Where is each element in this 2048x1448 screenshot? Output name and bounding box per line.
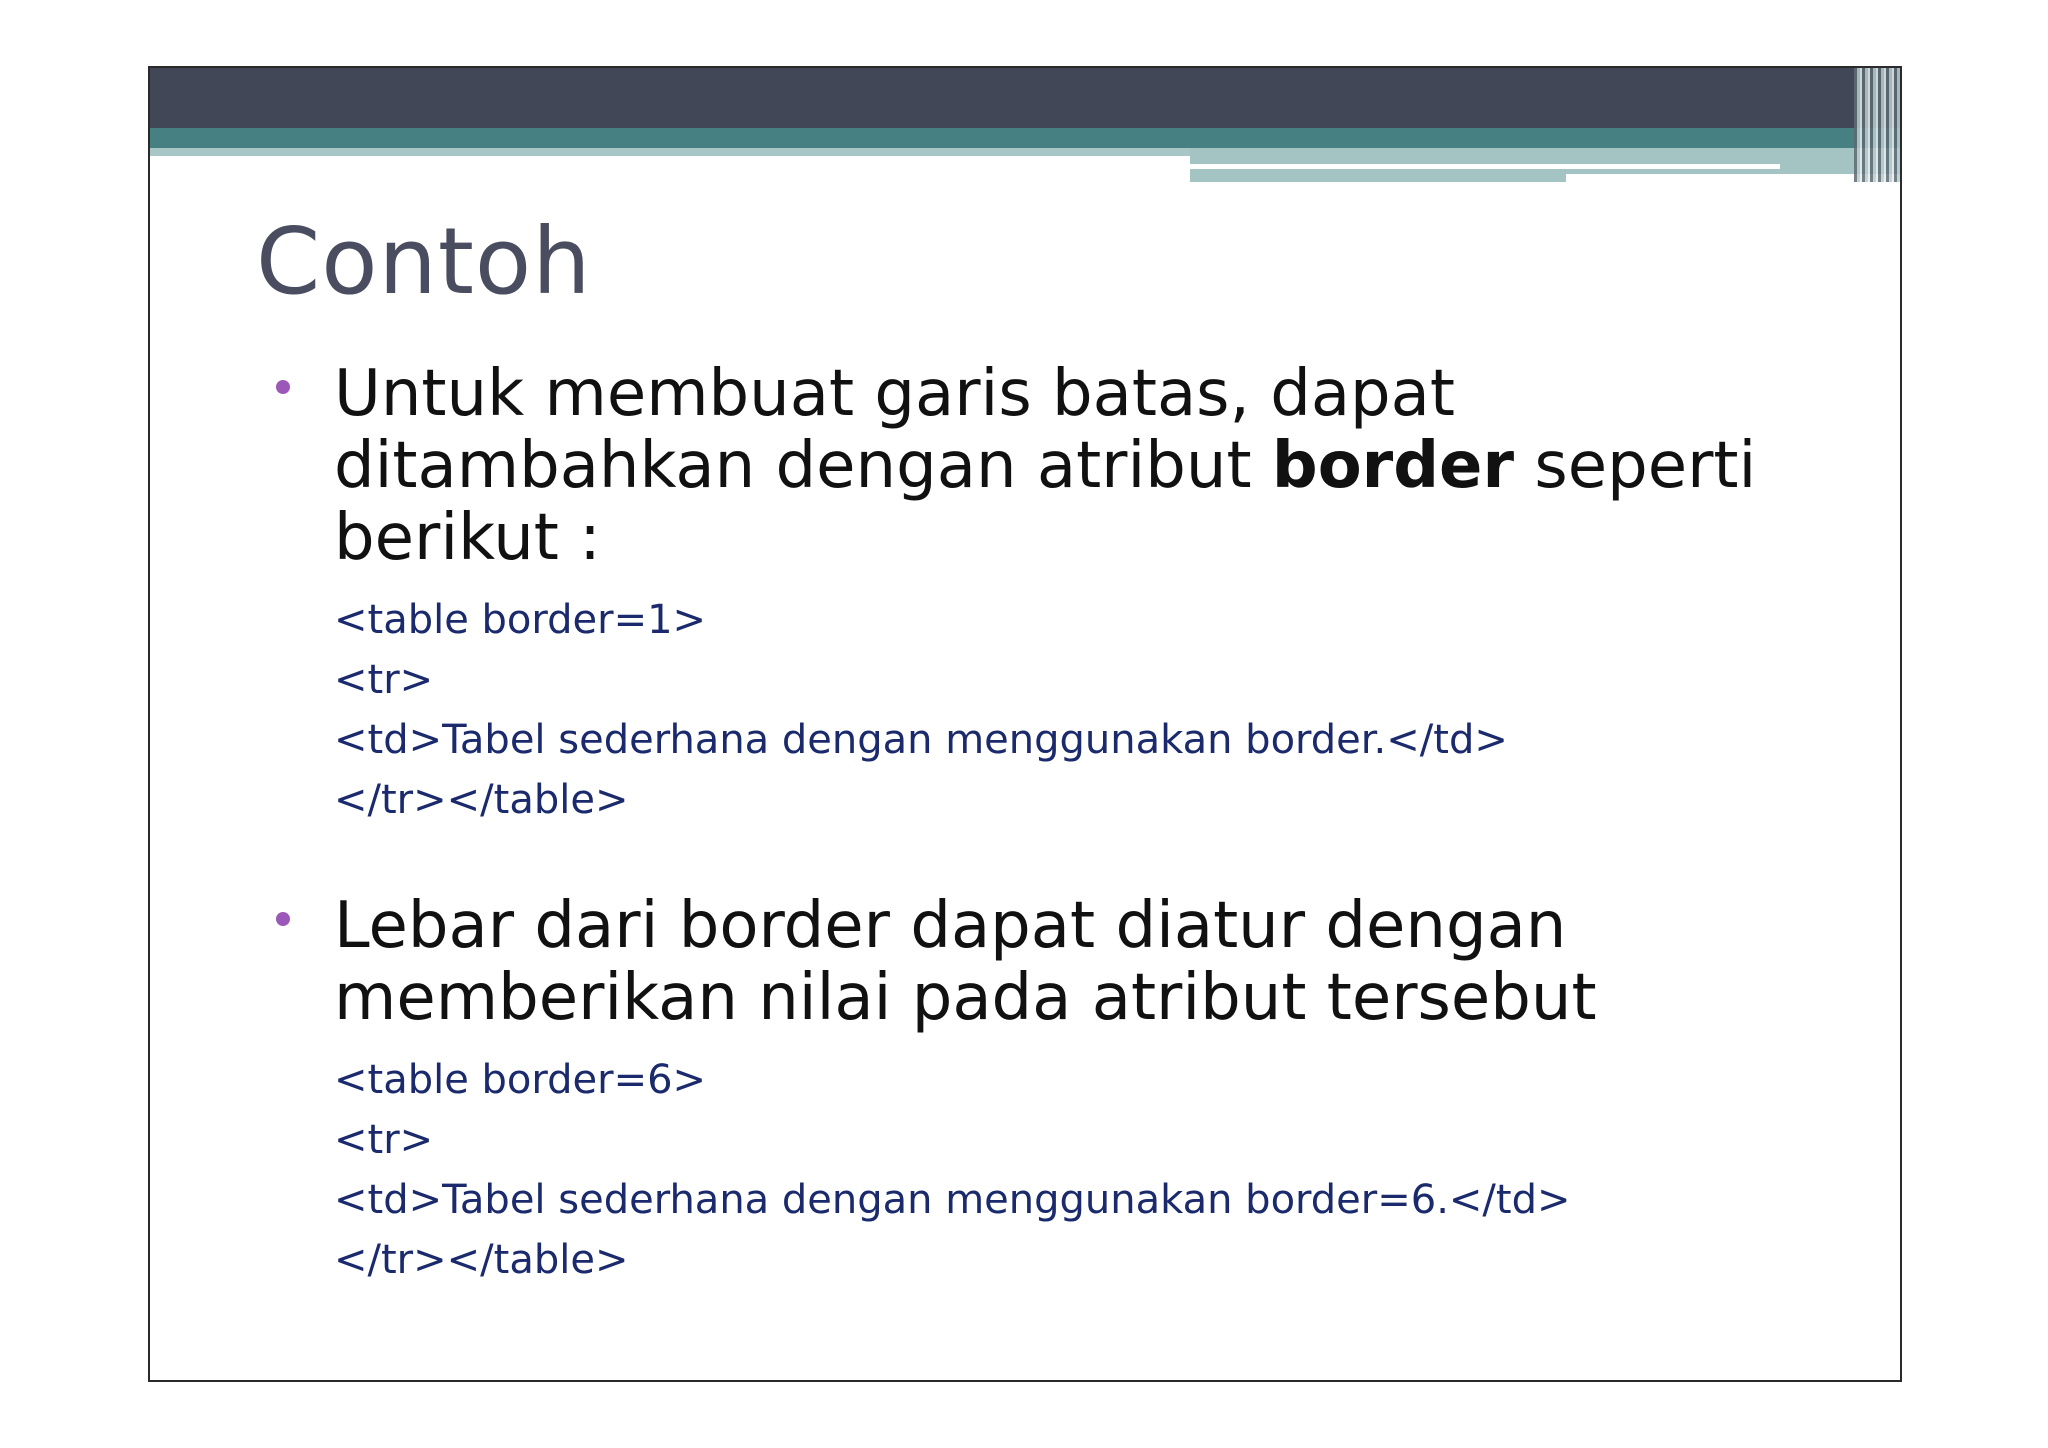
bullet-icon xyxy=(276,912,290,926)
bullet-item-border-width xyxy=(276,890,1836,1290)
code-line: <table border=1> xyxy=(334,597,707,643)
code-block xyxy=(334,590,1836,830)
header-bar-teal xyxy=(150,128,1900,148)
bullet-icon xyxy=(276,380,290,394)
header-bar-light xyxy=(150,148,1190,156)
bullet-text-part: Untuk membuat garis batas, dapat ditambahkan dengan atribut xyxy=(334,357,1455,503)
code-line: </tr></table> xyxy=(334,777,629,823)
code-line: <td>Tabel sederhana dengan menggunakan border.</td> xyxy=(334,717,1508,763)
bullet-text: Lebar dari border dapat diatur dengan memberikan nilai pada atribut tersebut xyxy=(334,889,1597,1035)
bullet-text-part: seperti berikut : xyxy=(334,429,1757,575)
code-line: <tr> xyxy=(334,1117,434,1163)
slide-title: Contoh xyxy=(256,208,592,315)
header-stripe xyxy=(1190,164,1780,169)
bullet-text-bold: border xyxy=(1271,429,1514,503)
header-bar-dark xyxy=(150,68,1900,128)
code-block xyxy=(334,1050,1836,1290)
code-line: <td>Tabel sederhana dengan menggunakan border=6.</td> xyxy=(334,1177,1571,1223)
header-edge-lines xyxy=(1854,68,1900,182)
bullet-item-border xyxy=(276,358,1836,830)
bullet-text xyxy=(334,358,1836,574)
slide xyxy=(148,66,1902,1382)
header-stripe-cut xyxy=(1566,174,1902,182)
code-line: <tr> xyxy=(334,657,434,703)
code-line: </tr></table> xyxy=(334,1237,629,1283)
code-line: <table border=6> xyxy=(334,1057,707,1103)
